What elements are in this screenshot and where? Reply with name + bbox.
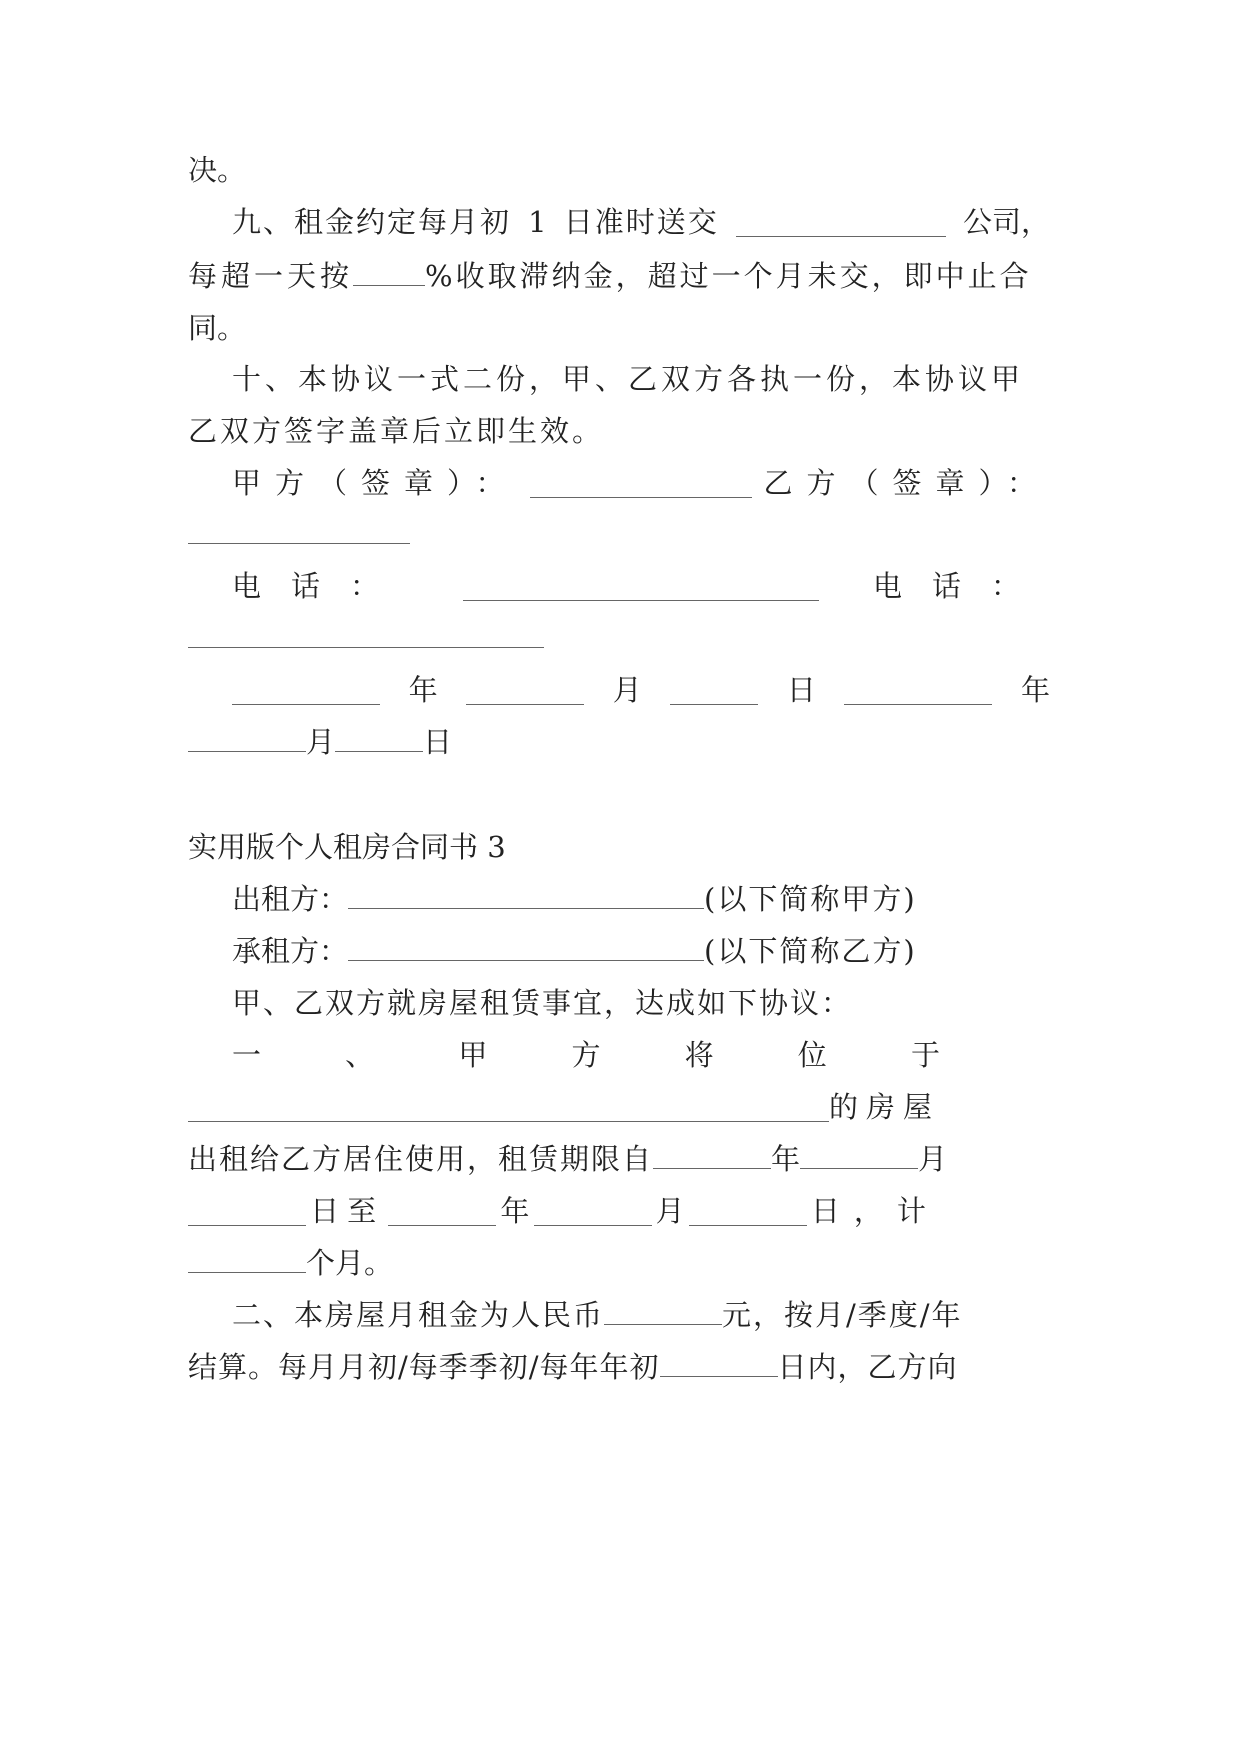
party-b-phone-label: 电话： [872, 569, 1050, 603]
year-blank[interactable] [232, 682, 380, 705]
text: 、 [345, 1038, 375, 1072]
month-blank[interactable] [466, 682, 584, 705]
text: 一 [232, 1038, 262, 1072]
text: 个月。 [306, 1246, 394, 1280]
text: 将 [684, 1038, 714, 1072]
text: 日准时送交 [563, 205, 719, 239]
text: 同。 [188, 311, 247, 345]
text: 月 [306, 725, 336, 759]
text: 位 [797, 1038, 827, 1072]
company-blank[interactable] [736, 214, 946, 237]
clause-1-line-5 [188, 1246, 1050, 1280]
start-month-blank[interactable] [800, 1146, 918, 1169]
text: 的房屋 [828, 1090, 940, 1124]
text: 日 [423, 725, 453, 759]
months-count-blank[interactable] [188, 1250, 306, 1273]
text: 结算。每月月初/每季季初/每年年初 [188, 1350, 660, 1384]
text: 年 [1020, 673, 1050, 707]
end-month-blank[interactable] [534, 1203, 652, 1226]
clause-10-line-1 [232, 362, 1050, 396]
monthly-rent-blank[interactable] [604, 1302, 722, 1325]
lessor-name-blank[interactable] [348, 886, 704, 909]
clause-1-line-4 [188, 1194, 940, 1228]
text: 十、本协议一式二份，甲、乙双方各执一份，本协议甲 [232, 362, 1025, 396]
agreement-intro [232, 986, 1050, 1020]
phone-line [232, 569, 1050, 603]
signature-line [232, 466, 1050, 500]
text: 月 [655, 1194, 685, 1228]
clause-1-line-1 [232, 1038, 940, 1072]
text: 日内，乙方向 [777, 1350, 958, 1384]
text: 年 [408, 673, 438, 707]
lessee-line [232, 934, 1050, 968]
text: 甲 [458, 1038, 488, 1072]
clause-1-line-3 [188, 1142, 1050, 1176]
end-day-blank[interactable] [689, 1203, 807, 1226]
phone-line-2 [188, 624, 1050, 653]
payment-days-blank[interactable] [660, 1354, 778, 1377]
text: 九、租金约定每月初 [232, 205, 512, 239]
text: 每超一天按 [188, 259, 354, 293]
text: 年 [500, 1194, 530, 1228]
lessor-line [232, 882, 1050, 916]
text: 日 [786, 673, 816, 707]
lessee-label: 承租方： [232, 934, 349, 968]
date-line [232, 673, 1050, 707]
party-b-seal-label: 乙方（签章）： [763, 466, 1050, 500]
clause-9-line-2 [188, 259, 1050, 293]
text: 日至 [310, 1194, 385, 1228]
clause-10-line-2 [188, 414, 1050, 448]
text: 月 [612, 673, 642, 707]
text: (以下简称乙方) [704, 934, 917, 968]
document-title: 实用版个人租房合同书 3 [188, 830, 506, 864]
text: 元，按月/季度/年 [722, 1298, 963, 1332]
party-a-seal-blank[interactable] [530, 475, 752, 498]
text: 出租给乙方居住使用，租赁期限自 [188, 1142, 654, 1176]
lessee-name-blank[interactable] [348, 938, 704, 961]
late-fee-percent-blank[interactable] [353, 263, 425, 286]
text: 决。 [188, 153, 247, 187]
text: %收取滞纳金，超过一个月未交，即中止合 [425, 259, 1032, 293]
text: 1 [528, 205, 547, 239]
text: 年 [771, 1142, 801, 1176]
day-blank[interactable] [670, 682, 758, 705]
clause-9-line-1 [232, 205, 1050, 239]
text: 日，计 [810, 1194, 940, 1228]
party-b-phone-blank[interactable] [188, 625, 544, 648]
month-blank-2[interactable] [188, 729, 306, 752]
date-line-2 [188, 725, 1050, 759]
text: 乙双方签字盖章后立即生效。 [188, 414, 605, 448]
day-blank-2[interactable] [335, 729, 423, 752]
text: 月 [918, 1142, 948, 1176]
clause-9-line-3 [188, 311, 1050, 345]
signature-line-2 [188, 520, 1050, 549]
clause-2-line-2 [188, 1350, 1050, 1384]
party-a-seal-label: 甲方（签章）： [232, 466, 519, 500]
start-day-blank[interactable] [188, 1203, 306, 1226]
lessor-label: 出租方： [232, 882, 349, 916]
text: 方 [571, 1038, 601, 1072]
text: 于 [910, 1038, 940, 1072]
year-blank-2[interactable] [844, 682, 992, 705]
paragraph-line [188, 153, 1050, 187]
text: 公司， [962, 205, 1050, 239]
text: 二、本房屋月租金为人民币 [232, 1298, 605, 1332]
start-year-blank[interactable] [653, 1146, 771, 1169]
text: (以下简称甲方) [704, 882, 917, 916]
clause-1-line-2 [188, 1090, 940, 1124]
text: 甲、乙双方就房屋租赁事宜，达成如下协议： [232, 986, 853, 1020]
section-title [188, 830, 1050, 864]
party-b-seal-blank[interactable] [188, 521, 410, 544]
party-a-phone-blank[interactable] [463, 578, 819, 601]
property-address-blank[interactable] [188, 1099, 829, 1122]
end-year-blank[interactable] [388, 1203, 496, 1226]
party-a-phone-label: 电话： [232, 569, 410, 603]
clause-2-line-1 [232, 1298, 1050, 1332]
